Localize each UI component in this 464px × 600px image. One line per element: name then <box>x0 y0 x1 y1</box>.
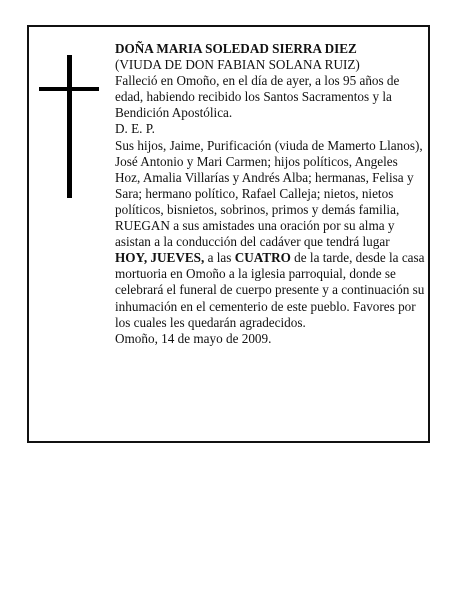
request-text-2: a las <box>204 250 235 266</box>
request-hour: CUATRO <box>234 250 291 266</box>
place-date: Omoño, 14 de mayo de 2009. <box>115 330 272 346</box>
cross-vertical-bar <box>67 55 72 198</box>
obituary-frame <box>27 25 430 443</box>
request-text-3: de la tarde, desde la casa mortuoria en Omoño a la iglesia parroquial, donde se celebrará el funeral de cuerpo presente y a continuación su inhumación en el cementerio de este pueblo. Favores por los cuales les quedarán agradecidos. <box>115 250 425 330</box>
family-list: Sus hijos, Jaime, Purificación (viuda de Mamerto Llanos), José Antonio y Mari Carmen; hijos políticos, Angeles Hoz, Amalia Villarías y Andrés Alba; hermanas, Felisa y Sara; hermano político, Rafael Calleja; nietos, nietos políticos, bisnietos, sobrinos, primos y demás familia, <box>115 137 423 217</box>
obituary-text <box>115 41 425 347</box>
death-announcement: Falleció en Omoño, en el día de ayer, a los 95 años de edad, habiendo recibido los Santos Sacramentos y la Bendición Apostólica. <box>115 73 400 121</box>
request-text-1: RUEGAN a sus amistades una oración por su alma y asistan a la conducción del cadáver que tendrá lugar <box>115 218 395 250</box>
deceased-name: DOÑA MARIA SOLEDAD SIERRA DIEZ <box>115 41 357 56</box>
rip-line: D. E. P. <box>115 121 155 137</box>
request-day: HOY, JUEVES, <box>115 250 205 266</box>
widow-line: (VIUDA DE DON FABIAN SOLANA RUIZ) <box>115 57 360 73</box>
cross-horizontal-bar <box>39 87 99 91</box>
funeral-request <box>115 218 425 331</box>
cross-icon <box>39 55 99 198</box>
